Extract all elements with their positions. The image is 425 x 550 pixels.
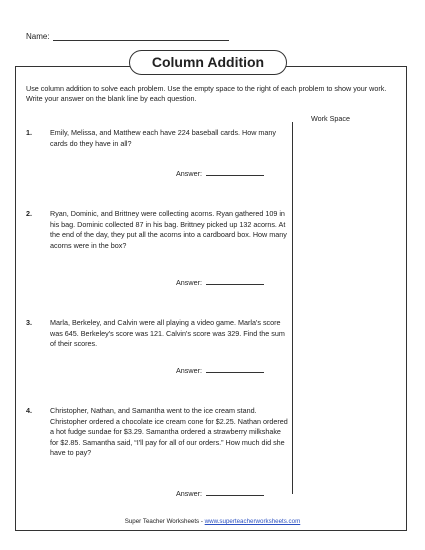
instructions: Use column addition to solve each problem. Use the empty space to the right of each problem to show your work. Write your answer on the blank line by each question. (26, 84, 387, 103)
answer-label: Answer: (176, 278, 202, 287)
question-number: 3. (26, 318, 32, 327)
answer-3 (176, 365, 264, 375)
answer-label: Answer: (176, 169, 202, 178)
question-text: Ryan, Dominic, and Brittney were collecting acorns. Ryan gathered 109 in his bag. Dominic collected 87 in his bag. Brittney picked up 132 acorns. At the end of the day, they put all the acorns into a cardboard box. How many acorns were in the box? (50, 209, 287, 250)
question-number: 4. (26, 406, 32, 415)
answer-4 (176, 488, 264, 498)
work-space-divider (292, 122, 293, 494)
name-label: Name: (26, 32, 50, 41)
answer-blank[interactable] (206, 277, 264, 285)
answer-blank[interactable] (206, 488, 264, 496)
worksheet-title: Column Addition (129, 50, 287, 75)
answer-1 (176, 168, 264, 178)
footer-link[interactable]: www.superteacherworksheets.com (204, 518, 301, 525)
answer-blank[interactable] (206, 365, 264, 373)
question-text: Christopher, Nathan, and Samantha went to the ice cream stand. Christopher ordered a chocolate ice cream cone for $2.25. Nathan ordered a hot fudge sundae for $3.29. Samantha ordered a strawberry milkshake for $2.85. Samantha said, “I'll pay for all of our orders.” How much did she have to pay? (50, 406, 288, 457)
answer-label: Answer: (176, 366, 202, 375)
name-blank-line[interactable] (53, 40, 229, 41)
footer-site-name: Super Teacher Worksheets - (124, 518, 205, 525)
question-number: 2. (26, 209, 32, 218)
answer-label: Answer: (176, 489, 202, 498)
question-text: Emily, Melissa, and Matthew each have 224 baseball cards. How many cards do they have in all? (50, 128, 276, 148)
question-text: Marla, Berkeley, and Calvin were all playing a video game. Marla's score was 645. Berkeley's score was 121. Calvin's score was 329. Find the sum of their scores. (50, 318, 285, 348)
footer (0, 518, 425, 525)
question-number: 1. (26, 128, 32, 137)
work-space-label: Work Space (311, 114, 351, 123)
answer-blank[interactable] (206, 168, 264, 176)
answer-2 (176, 277, 264, 287)
